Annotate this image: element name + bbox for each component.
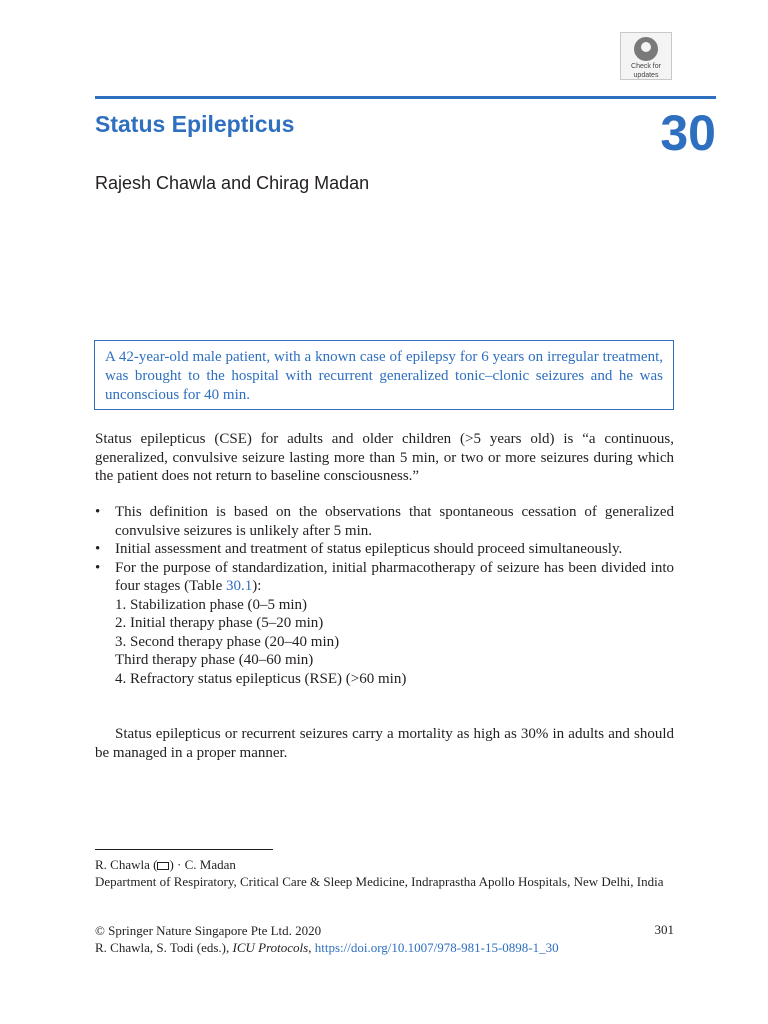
bullet-item [95, 559, 674, 689]
envelope-icon[interactable] [157, 862, 169, 870]
footnote-author-2: ) · C. Madan [169, 857, 236, 872]
updates-icon [634, 37, 658, 61]
stage-item: 4. Refractory status epilepticus (RSE) (>60 min) [115, 670, 407, 687]
chapter-number: 30 [660, 105, 716, 161]
bullet-item [95, 540, 674, 559]
stage-item: 3. Second therapy phase (20–40 min) [115, 633, 340, 650]
bullet-text: For the purpose of standardization, initial pharmacotherapy of seizure has been divided into four stages (Table [115, 559, 674, 594]
stage-list [115, 596, 674, 689]
bullet-text: Initial assessment and treatment of status epilepticus should proceed simultaneously. [115, 541, 623, 557]
badge-line-2: updates [633, 72, 659, 79]
table-reference-link[interactable]: 30.1 [226, 578, 253, 594]
stage-item: Third therapy phase (40–60 min) [115, 652, 314, 668]
bullet-text: This definition is based on the observations that spontaneous cessation of generalized convulsive seizures is unlikely after 5 min. [115, 504, 674, 539]
book-title: ICU Protocols [232, 940, 309, 955]
bullet-item [95, 503, 674, 540]
bullet-list [95, 503, 674, 688]
check-for-updates-badge[interactable] [620, 32, 672, 80]
citation-line [95, 939, 674, 956]
chapter-authors: Rajesh Chawla and Chirag Madan [95, 173, 370, 193]
footnote-authors [95, 856, 695, 873]
intro-paragraph: Status epilepticus (CSE) for adults and older children (>5 years old) is “a continuous, generalized, convulsive seizure lasting more than 5 min, or two or more seizures during which the patient does not return to baseline consciousness.” [95, 431, 674, 484]
bullet-dot: • [95, 559, 101, 576]
chapter-title: Status Epilepticus [95, 111, 295, 137]
badge-line-1: Check for [631, 63, 661, 70]
footnote-affiliation: Department of Respiratory, Critical Care & Sleep Medicine, Indraprastha Apollo Hospitals, New Delhi, India [95, 874, 664, 889]
footnote-rule [95, 849, 273, 850]
title-rule [95, 96, 716, 99]
closing-paragraph: Status epilepticus or recurrent seizures carry a mortality as high as 30% in adults and should be managed in a proper manner. [95, 726, 674, 761]
page-number: 301 [654, 922, 674, 937]
stage-item: 2. Initial therapy phase (5–20 min) [115, 615, 324, 631]
copyright-line: © Springer Nature Singapore Pte Ltd. 2020 [95, 923, 322, 938]
doi-link[interactable]: https://doi.org/10.1007/978-981-15-0898-1_30 [314, 940, 559, 955]
citation-editors: R. Chawla, S. Todi (eds.), [95, 940, 233, 955]
footnote-author-1: R. Chawla ( [95, 857, 158, 872]
stage-item: 1. Stabilization phase (0–5 min) [115, 596, 308, 613]
case-text: A 42-year-old male patient, with a known case of epilepsy for 6 years on irregular treatment, was brought to the hospital with recurrent generalized tonic–clonic seizures and he was unconscious for 40 min. [105, 349, 663, 403]
bullet-dot: • [95, 541, 101, 557]
bullet-dot: • [95, 504, 101, 520]
copyright-block [95, 922, 674, 956]
footnote [95, 856, 695, 890]
citation-separator: , [308, 940, 315, 955]
bullet-text-end: ): [252, 578, 262, 594]
case-box [94, 340, 674, 410]
